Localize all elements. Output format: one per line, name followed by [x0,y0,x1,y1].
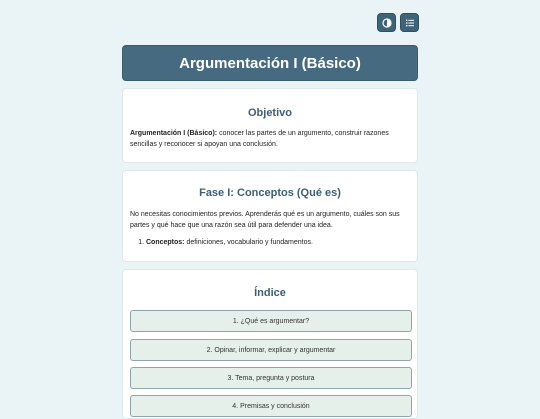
phase-list [130,237,410,248]
index-item-4[interactable]: 4. Premisas y conclusión [130,395,412,417]
index-item-3[interactable]: 3. Tema, pregunta y postura [130,367,412,389]
index-item-1[interactable]: 1. ¿Qué es argumentar? [130,310,412,332]
objective-card [122,88,418,163]
phase-card [122,170,418,262]
objective-heading: Objetivo [247,107,292,119]
index-card [122,269,418,419]
list-item [146,237,410,248]
list-item-text: definiciones, vocabulario y fundamentos. [184,239,313,246]
list-icon [405,18,415,28]
phase-heading: Fase I: Conceptos (Qué es) [199,187,341,199]
phase-text: No necesitas conocimientos previos. Aprenderás qué es un argumento, cuáles son sus partes y qué hace que una razón sea útil para defender una idea. [130,211,400,229]
objective-text [130,128,410,150]
contrast-icon [382,18,392,28]
objective-lead: Argumentación I (Básico): [130,130,218,137]
page-title-banner [122,45,418,81]
page-title: Argumentación I (Básico) [179,54,361,72]
top-controls [377,13,419,32]
objective-body: conocer las partes de un argumento, construir razones sencillas y reconocer si apoyan una conclusión. [130,130,389,148]
theme-toggle-button[interactable] [377,13,396,32]
menu-button[interactable] [400,13,419,32]
index-item-2[interactable]: 2. Opinar, informar, explicar y argumentar [130,339,412,361]
main-column [122,45,418,410]
index-heading: Índice [254,287,286,299]
list-item-lead: Conceptos: [146,239,185,246]
